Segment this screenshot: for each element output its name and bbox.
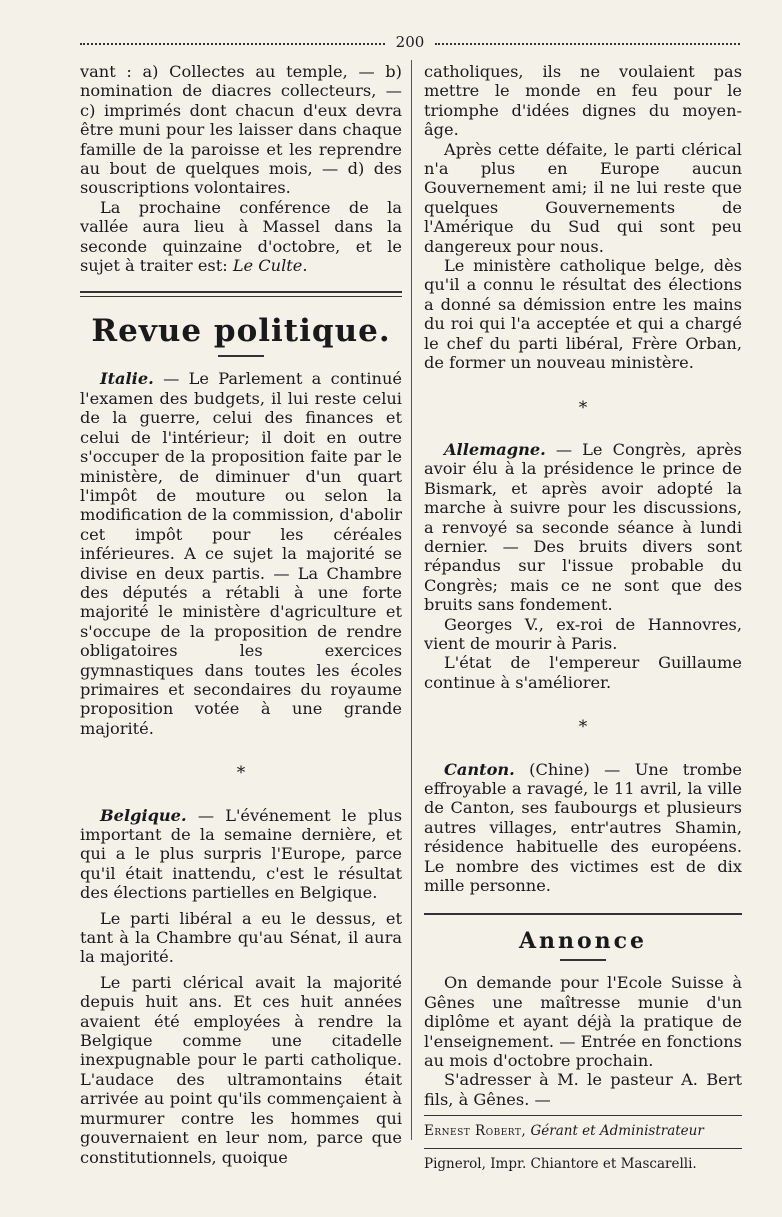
italie-label: Italie. <box>100 369 154 389</box>
belgique-label: Belgique. <box>100 805 187 825</box>
left-column <box>80 62 402 1167</box>
title-dash <box>218 355 264 357</box>
continuation-paragraph: catholiques, ils ne voulaient pas mettre le monde en feu pour le triomphe d'idées dignes du moyen-âge. <box>424 62 742 140</box>
conference-paragraph: La prochaine conférence de la vallée aura lieu à Massel dans la seconde quinzaine d'octobre, et le sujet à traiter est: Le Culte. <box>80 197 402 276</box>
closing-paragraph: vant : a) Collectes au temple, — b) nomination de diacres collecteurs, — c) imprimés dont chacun d'eux devra être muni pour les laisser dans chaque famille de la paroisse et les reprendre au bout de quelques mois, — d) des souscriptions volontaires. <box>80 62 402 198</box>
italie-article: Italie. — Le Parlement a continué l'examen des budgets, il lui reste celui de la guerre, celui des finances et celui de l'intérieur; il doit en outre s'occuper de la proposition faite par le ministère, de diminuer d'un quart l'impôt de mouture ou selon la modification de la commission, d'abolir cet impôt pour les céréales inférieures. A ce sujet la majorité se divise en deux partis. — La Chambre des députés a rétabli à une forte majorité le ministère d'agriculture et s'occupe de la proposition de rendre obligatoires les exercices gymnastiques dans toutes les écoles primaires et secondaires du royaume proposition votée à une grande majorité. <box>80 369 402 738</box>
allemagne-label: Allemagne. <box>444 439 546 459</box>
star-separator: * <box>578 717 588 738</box>
imprint-rule <box>424 1148 742 1149</box>
annonce-contact: S'adresser à M. le pasteur A. Bert fils, à Gênes. — <box>424 1070 742 1109</box>
belgique-article: Belgique. — L'événement le plus important de la semaine dernière, et qui a le plus surpris l'Europe, parce qu'il était inattendu, c'est le résultat des élections partielles en Belgique. <box>80 805 402 903</box>
page-number: 200 <box>80 33 740 51</box>
annonce-paragraph: On demande pour l'Ecole Suisse à Gênes une maîtresse munie d'un diplôme et ayant déjà la pratique de l'enseignement. — Entrée en fonctions au mois d'octobre prochain. <box>424 973 742 1071</box>
canton-article: Canton. (Chine) — Une trombe effroyable a ravagé, le 11 avril, la ville de Canton, ses faubourgs et plusieurs autres villages, entr'autres Shamin, résidence habituelle des européens. Le nombre des victimes est de dix mille personne. <box>424 759 742 896</box>
section-rule <box>80 291 402 297</box>
annonce-title: Annonce <box>518 928 648 955</box>
allemagne-article: Allemagne. — Le Congrès, après avoir élu à la présidence le prince de Bismark, et après avoir adopté la marche à suivre pour les discussions, a renvoyé sa seconde séance à lundi dernier. — Des bruits divers sont répandus sur l'issue probable du Congrès; mais ce ne sont que des bruits sans fondement. <box>424 439 742 615</box>
imprint-rule <box>424 1115 742 1116</box>
belgique-paragraph-3: Le parti clérical avait la majorité depuis huit ans. Et ces huit années avaient été employées à rendre la Belgique comme une citadelle inexpugnable pour le parti catholique. L'audace des ultramontains était arrivée au point qu'ils commençaient à murmurer contre les hommes qui gouvernaient en leur nom, parce que constitutionnels, quoique <box>80 972 402 1167</box>
section-title: Revue politique. <box>91 313 391 350</box>
star-separator: * <box>236 763 246 784</box>
canton-label: Canton. <box>444 759 515 779</box>
subject-name: Le Culte. <box>232 256 308 276</box>
imprint-manager: Ernest Robert, Gérant et Administrateur <box>424 1123 704 1140</box>
ministry-paragraph: Le ministère catholique belge, dès qu'il a connu le résultat des élections a donné sa démission entre les mains du roi qui l'a acceptée et qui a chargé le chef du parti libéral, Frère Orban, de former un nouveau ministère. <box>424 256 742 373</box>
column-divider <box>411 60 412 1140</box>
allemagne-paragraph-2: Georges V., ex-roi de Hannovres, vient de mourir à Paris. <box>424 614 742 653</box>
allemagne-paragraph-3: L'état de l'empereur Guillaume continue à s'améliorer. <box>424 653 742 692</box>
belgique-paragraph-2: Le parti libéral a eu le dessus, et tant à la Chambre qu'au Sénat, il aura la majorité. <box>80 908 402 967</box>
imprint-printer: Pignerol, Impr. Chiantore et Mascarelli. <box>424 1156 697 1173</box>
star-separator: * <box>578 397 588 418</box>
annonce-dash <box>560 959 606 961</box>
annonce-rule <box>424 913 742 915</box>
defeat-paragraph: Après cette défaite, le parti clérical n'a plus en Europe aucun Gouvernement ami; il ne lui reste que quelques Gouvernements de l'Amérique du Sud qui sont peu dangereux pour nous. <box>424 139 742 256</box>
right-column <box>424 62 742 1175</box>
